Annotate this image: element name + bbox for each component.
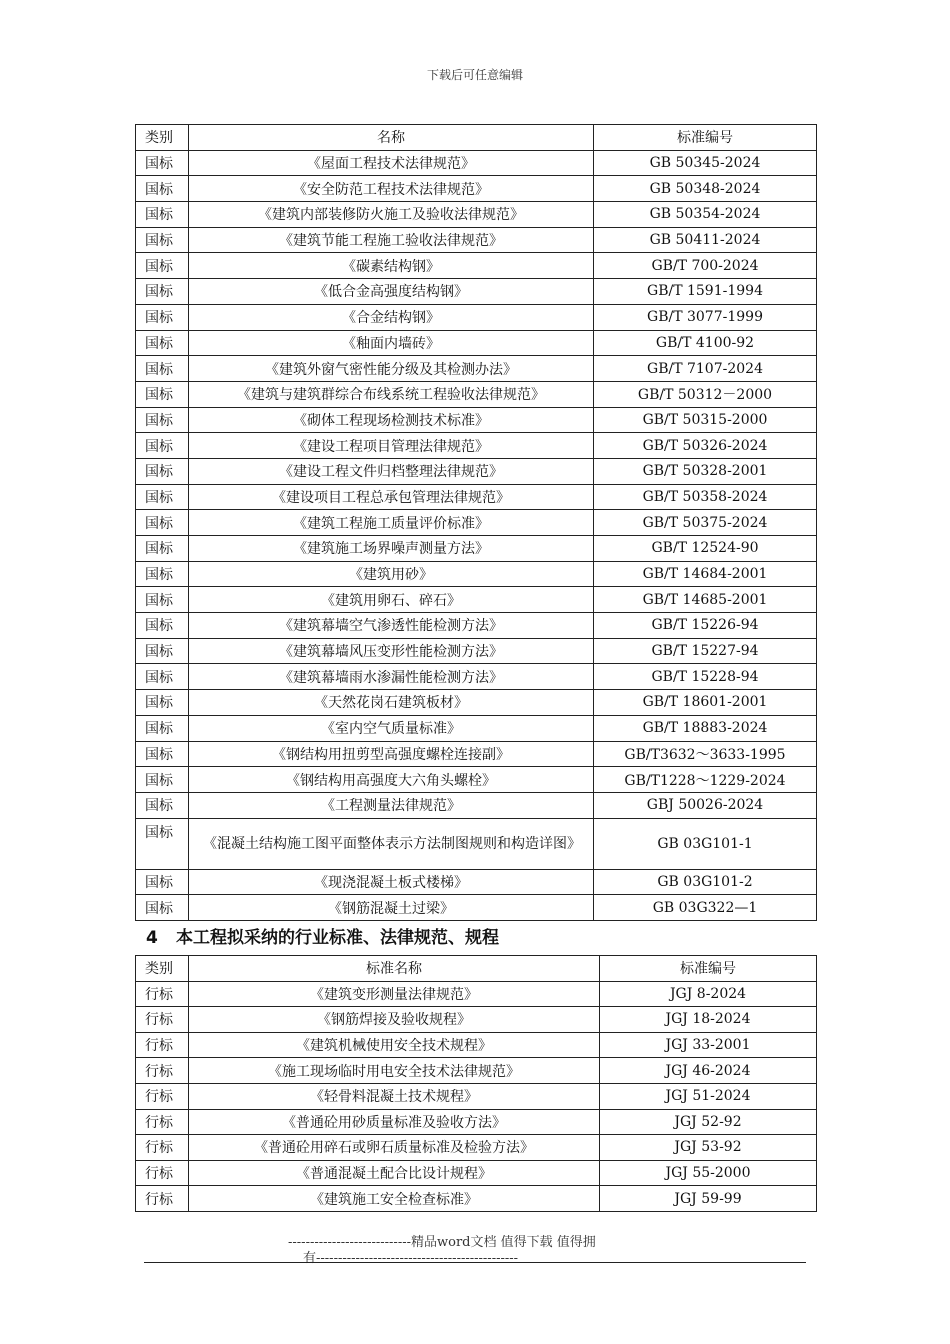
- category-cell: 国标: [136, 536, 189, 562]
- national-standards-table: [135, 124, 817, 921]
- table-row: [136, 613, 817, 639]
- category-cell: 国标: [136, 279, 189, 305]
- standard-code-cell: JGJ 59-99: [600, 1186, 817, 1212]
- page-header: 下载后可任意编辑: [426, 68, 523, 82]
- category-cell: 行标: [136, 1109, 189, 1135]
- standard-code-cell: GB/T 15227-94: [594, 638, 817, 664]
- table-body: [136, 150, 817, 920]
- standard-code-cell: GB/T 14685-2001: [594, 587, 817, 613]
- category-cell: 国标: [136, 150, 189, 176]
- standard-name-cell: 《建筑与建筑群综合布线系统工程验收法律规范》: [189, 381, 594, 407]
- table-row: [136, 407, 817, 433]
- column-header-name: 名称: [189, 125, 594, 151]
- standard-code-cell: GB/T1228～1229-2024: [594, 767, 817, 793]
- footer-text-line-2: 有----------------------------------------------: [303, 1251, 519, 1266]
- category-cell: 国标: [136, 895, 189, 921]
- standard-name-cell: 《建筑幕墙风压变形性能检测方法》: [189, 638, 594, 664]
- standard-name-cell: 《釉面内墙砖》: [189, 330, 594, 356]
- category-cell: 国标: [136, 690, 189, 716]
- standard-name-cell: 《普通砼用砂质量标准及验收方法》: [189, 1109, 600, 1135]
- table-row: [136, 176, 817, 202]
- table-body: [136, 981, 817, 1211]
- standard-code-cell: GB 50345-2024: [594, 150, 817, 176]
- standard-code-cell: GB/T 50312－2000: [594, 381, 817, 407]
- category-cell: 国标: [136, 458, 189, 484]
- table-row: [136, 330, 817, 356]
- standard-name-cell: 《建设工程项目管理法律规范》: [189, 433, 594, 459]
- category-cell: 国标: [136, 227, 189, 253]
- standard-code-cell: GB/T 7107-2024: [594, 356, 817, 382]
- category-cell: 行标: [136, 1032, 189, 1058]
- standard-code-cell: GB/T 50315-2000: [594, 407, 817, 433]
- table-row: [136, 818, 817, 869]
- standard-name-cell: 《现浇混凝土板式楼梯》: [189, 869, 594, 895]
- category-cell: 国标: [136, 381, 189, 407]
- table-row: [136, 1083, 817, 1109]
- category-cell: 行标: [136, 1135, 189, 1161]
- category-cell: 国标: [136, 330, 189, 356]
- category-cell: 国标: [136, 253, 189, 279]
- category-cell: 国标: [136, 664, 189, 690]
- table-row: [136, 356, 817, 382]
- category-cell: 国标: [136, 638, 189, 664]
- standard-name-cell: 《工程测量法律规范》: [189, 792, 594, 818]
- standard-name-cell: 《合金结构钢》: [189, 304, 594, 330]
- column-header-category: 类别: [136, 956, 189, 982]
- standard-code-cell: GB/T 50328-2001: [594, 458, 817, 484]
- category-cell: 行标: [136, 981, 189, 1007]
- standard-name-cell: 《建筑内部装修防火施工及验收法律规范》: [189, 202, 594, 228]
- table-row: [136, 304, 817, 330]
- standard-name-cell: 《轻骨料混凝土技术规程》: [189, 1083, 600, 1109]
- standard-code-cell: GB/T 14684-2001: [594, 561, 817, 587]
- category-cell: 国标: [136, 613, 189, 639]
- table-row: [136, 981, 817, 1007]
- standard-code-cell: GB/T 18883-2024: [594, 715, 817, 741]
- industry-standards-table: [135, 955, 817, 1212]
- category-cell: 国标: [136, 767, 189, 793]
- standard-name-cell: 《碳素结构钢》: [189, 253, 594, 279]
- table-row: [136, 433, 817, 459]
- standard-name-cell: 《天然花岗石建筑板材》: [189, 690, 594, 716]
- standard-code-cell: GB 03G101-1: [594, 818, 817, 869]
- category-cell: 行标: [136, 1007, 189, 1033]
- standard-name-cell: 《屋面工程技术法律规范》: [189, 150, 594, 176]
- footer-text-line-1: ----------------------------精品word文档 值得下载 值得拥: [288, 1235, 596, 1250]
- table-row: [136, 227, 817, 253]
- category-cell: 国标: [136, 561, 189, 587]
- table-row: [136, 741, 817, 767]
- standard-name-cell: 《钢结构用扭剪型高强度螺栓连接副》: [189, 741, 594, 767]
- standard-name-cell: 《建筑施工场界噪声测量方法》: [189, 536, 594, 562]
- standard-code-cell: GB/T 15226-94: [594, 613, 817, 639]
- standard-name-cell: 《建筑幕墙雨水渗漏性能检测方法》: [189, 664, 594, 690]
- table-header-row: [136, 125, 817, 151]
- table-row: [136, 561, 817, 587]
- table-row: [136, 484, 817, 510]
- standard-name-cell: 《建筑幕墙空气渗透性能检测方法》: [189, 613, 594, 639]
- standard-code-cell: JGJ 55-2000: [600, 1160, 817, 1186]
- standard-name-cell: 《钢结构用高强度大六角头螺栓》: [189, 767, 594, 793]
- category-cell: 国标: [136, 356, 189, 382]
- table-row: [136, 536, 817, 562]
- table-row: [136, 638, 817, 664]
- standard-code-cell: GB/T 50326-2024: [594, 433, 817, 459]
- table-row: [136, 1007, 817, 1033]
- table-row: [136, 869, 817, 895]
- standard-code-cell: GB/T 12524-90: [594, 536, 817, 562]
- standard-code-cell: GB/T 15228-94: [594, 664, 817, 690]
- table-row: [136, 1032, 817, 1058]
- category-cell: 国标: [136, 869, 189, 895]
- category-cell: 国标: [136, 484, 189, 510]
- standard-code-cell: GB 50411-2024: [594, 227, 817, 253]
- standard-name-cell: 《普通砼用碎石或卵石质量标准及检验方法》: [189, 1135, 600, 1161]
- table-row: [136, 279, 817, 305]
- standard-name-cell: 《钢筋混凝土过梁》: [189, 895, 594, 921]
- standard-code-cell: GB/T 4100-92: [594, 330, 817, 356]
- standard-name-cell: 《钢筋焊接及验收规程》: [189, 1007, 600, 1033]
- standard-name-cell: 《建筑变形测量法律规范》: [189, 981, 600, 1007]
- standard-code-cell: GB/T 3077-1999: [594, 304, 817, 330]
- table-header-row: [136, 956, 817, 982]
- standard-code-cell: JGJ 18-2024: [600, 1007, 817, 1033]
- category-cell: 国标: [136, 433, 189, 459]
- table-row: [136, 664, 817, 690]
- category-cell: 国标: [136, 741, 189, 767]
- table-row: [136, 587, 817, 613]
- category-cell: 国标: [136, 818, 189, 869]
- category-cell: 国标: [136, 176, 189, 202]
- standard-code-cell: GB 50348-2024: [594, 176, 817, 202]
- column-header-code: 标准编号: [594, 125, 817, 151]
- section-number: 4: [146, 928, 158, 948]
- section-heading: [146, 923, 499, 948]
- standard-code-cell: GB/T 50358-2024: [594, 484, 817, 510]
- section-title-text: 本工程拟采纳的行业标准、法律规范、规程: [176, 928, 499, 948]
- standard-name-cell: 《施工现场临时用电安全技术法律规范》: [189, 1058, 600, 1084]
- category-cell: 行标: [136, 1058, 189, 1084]
- standard-name-cell: 《混凝土结构施工图平面整体表示方法制图规则和构造详图》: [189, 818, 594, 869]
- footer-divider: [144, 1262, 806, 1263]
- standard-name-cell: 《低合金高强度结构钢》: [189, 279, 594, 305]
- standard-code-cell: JGJ 33-2001: [600, 1032, 817, 1058]
- table-row: [136, 458, 817, 484]
- standard-name-cell: 《建筑用卵石、碎石》: [189, 587, 594, 613]
- category-cell: 行标: [136, 1160, 189, 1186]
- table-row: [136, 895, 817, 921]
- standard-name-cell: 《普通混凝土配合比设计规程》: [189, 1160, 600, 1186]
- standard-code-cell: JGJ 46-2024: [600, 1058, 817, 1084]
- table-row: [136, 690, 817, 716]
- table-row: [136, 253, 817, 279]
- table-row: [136, 202, 817, 228]
- standard-name-cell: 《建筑用砂》: [189, 561, 594, 587]
- standard-name-cell: 《建筑工程施工质量评价标准》: [189, 510, 594, 536]
- category-cell: 国标: [136, 304, 189, 330]
- category-cell: 国标: [136, 587, 189, 613]
- standard-code-cell: GB 50354-2024: [594, 202, 817, 228]
- category-cell: 国标: [136, 407, 189, 433]
- standard-name-cell: 《室内空气质量标准》: [189, 715, 594, 741]
- table-row: [136, 767, 817, 793]
- table-row: [136, 150, 817, 176]
- category-cell: 国标: [136, 202, 189, 228]
- standard-code-cell: JGJ 51-2024: [600, 1083, 817, 1109]
- standard-name-cell: 《砌体工程现场检测技术标准》: [189, 407, 594, 433]
- column-header-category: 类别: [136, 125, 189, 151]
- standard-name-cell: 《建筑施工安全检查标准》: [189, 1186, 600, 1212]
- table-row: [136, 1160, 817, 1186]
- table-row: [136, 1186, 817, 1212]
- standard-code-cell: GB 03G101-2: [594, 869, 817, 895]
- category-cell: 国标: [136, 715, 189, 741]
- standard-code-cell: GB/T 700-2024: [594, 253, 817, 279]
- standard-code-cell: GB/T3632～3633-1995: [594, 741, 817, 767]
- standard-code-cell: GB/T 18601-2001: [594, 690, 817, 716]
- category-cell: 国标: [136, 510, 189, 536]
- category-cell: 行标: [136, 1186, 189, 1212]
- table-row: [136, 715, 817, 741]
- category-cell: 行标: [136, 1083, 189, 1109]
- standard-name-cell: 《建设项目工程总承包管理法律规范》: [189, 484, 594, 510]
- table-row: [136, 381, 817, 407]
- column-header-code: 标准编号: [600, 956, 817, 982]
- category-cell: 国标: [136, 792, 189, 818]
- table-row: [136, 1109, 817, 1135]
- table-row: [136, 1058, 817, 1084]
- standard-code-cell: JGJ 52-92: [600, 1109, 817, 1135]
- standard-code-cell: GB 03G322—1: [594, 895, 817, 921]
- standard-code-cell: GBJ 50026-2024: [594, 792, 817, 818]
- table-row: [136, 1135, 817, 1161]
- table-row: [136, 792, 817, 818]
- standard-code-cell: GB/T 1591-1994: [594, 279, 817, 305]
- standard-name-cell: 《建筑节能工程施工验收法律规范》: [189, 227, 594, 253]
- standard-name-cell: 《安全防范工程技术法律规范》: [189, 176, 594, 202]
- column-header-standard-name: 标准名称: [189, 956, 600, 982]
- standard-code-cell: JGJ 53-92: [600, 1135, 817, 1161]
- standard-name-cell: 《建筑机械使用安全技术规程》: [189, 1032, 600, 1058]
- standard-name-cell: 《建设工程文件归档整理法律规范》: [189, 458, 594, 484]
- standard-name-cell: 《建筑外窗气密性能分级及其检测办法》: [189, 356, 594, 382]
- standard-code-cell: JGJ 8-2024: [600, 981, 817, 1007]
- table-row: [136, 510, 817, 536]
- standard-code-cell: GB/T 50375-2024: [594, 510, 817, 536]
